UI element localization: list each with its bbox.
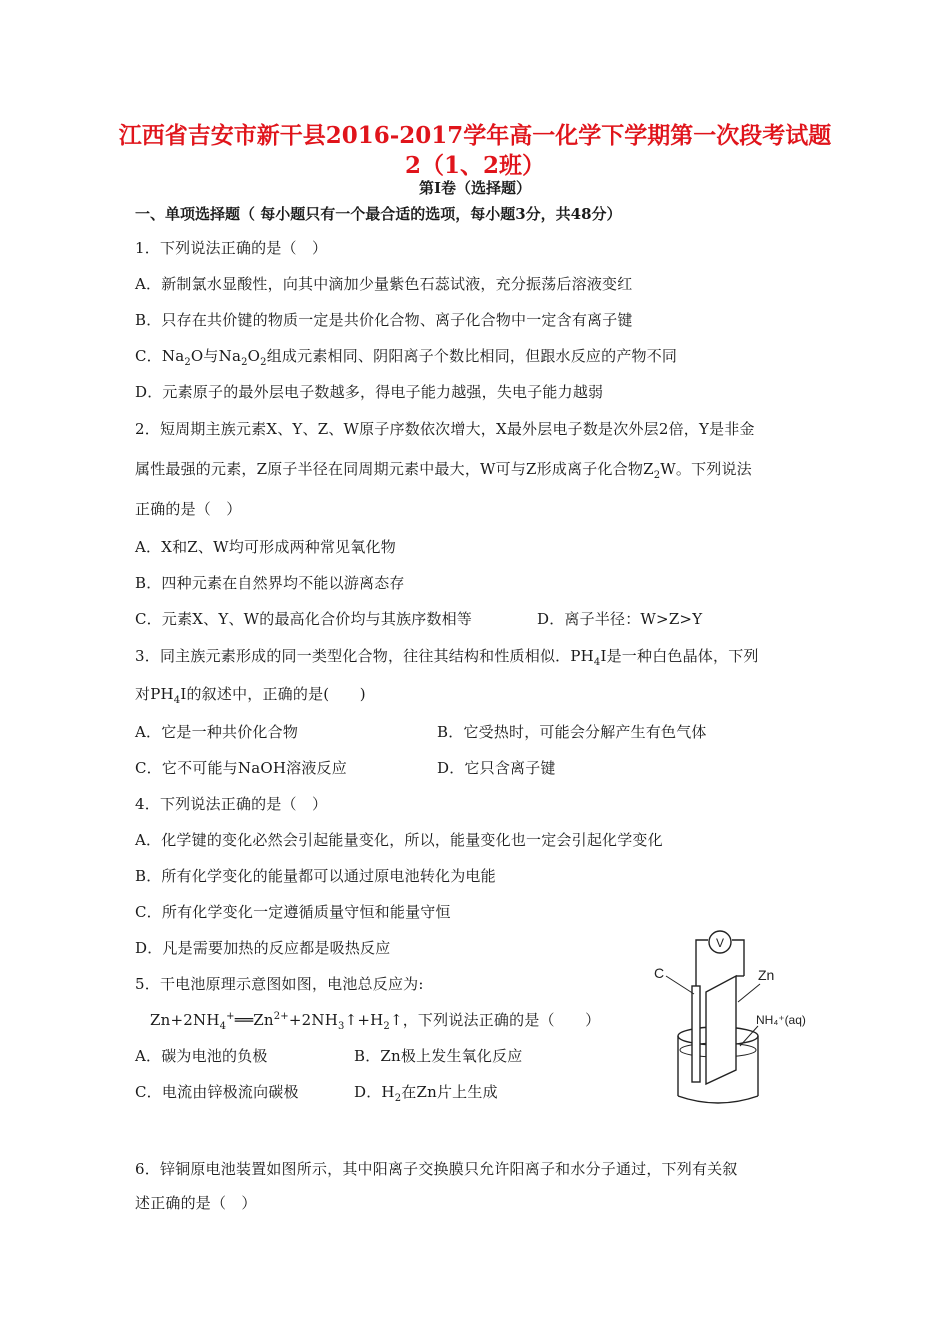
voltmeter-label: V: [715, 936, 725, 950]
q2-stem-line-1: 2．短周期主族元素X、Y、Z、W原子序数依次增大，X最外层电子数是次外层2倍，Y是非金: [135, 420, 755, 438]
q5-option-c: C．电流由锌极流向碳极: [135, 1083, 299, 1101]
q4-option-b: B．所有化学变化的能量都可以通过原电池转化为电能: [135, 867, 496, 885]
q6-stem-line-1: 6．锌铜原电池装置如图所示，其中阳离子交换膜只允许阳离子和水分子通过，下列有关叙: [135, 1160, 738, 1178]
q6-stem-line-2: 述正确的是（ ）: [135, 1194, 257, 1212]
q5-equation: $Zn+2NH_4^+══Zn^{2+}+2NH_3↑+H_2↑$，下列说法正确的是（ ）: [150, 1011, 601, 1032]
q2-option-c: C．元素X、Y、W的最高化合价均与其族序数相等: [135, 610, 473, 628]
q1-stem: 1．下列说法正确的是（ ）: [135, 239, 328, 257]
q2-stem-line-2: 属性最强的元素，Z原子半径在同周期元素中最大，W可与Z形成离子化合物$Z_2W$。下列说法: [135, 460, 752, 481]
solution-label: NH₄⁺(aq): [756, 1013, 806, 1027]
title-line-1: 江西省吉安市新干县2016-2017学年高一化学下学期第一次段考试题: [118, 122, 832, 149]
q5-option-d: D．$H_2$在Zn片上生成: [354, 1083, 498, 1104]
q3-stem-line-2: 对$PH_4I$的叙述中，正确的是( ): [135, 685, 366, 706]
q1-option-a: A．新制氯水显酸性，向其中滴加少量紫色石蕊试液，充分振荡后溶液变红: [135, 275, 633, 293]
q3-option-a: A．它是一种共价化合物: [135, 723, 299, 741]
dry-cell-diagram: [640, 928, 830, 1110]
q2-option-a: A．X和Z、W均可形成两种常见氧化物: [135, 538, 396, 556]
q1-option-c: C．$Na_2O$与$Na_2O_2$组成元素相同、阴阳离子个数比相同，但跟水反应的产物不同: [135, 347, 678, 368]
q3-option-c: C．它不可能与NaOH溶液反应: [135, 759, 347, 777]
document-title: [0, 121, 950, 181]
q4-option-d: D．凡是需要加热的反应都是吸热反应: [135, 939, 391, 957]
q2-option-d: D．离子半径：W>Z>Y: [537, 610, 703, 628]
part-title: 第Ⅰ卷（选择题）: [418, 179, 532, 197]
title-line-2: 2（1、2班）: [404, 152, 545, 179]
q4-stem: 4．下列说法正确的是（ ）: [135, 795, 328, 813]
q5-option-a: A．碳为电池的负极: [135, 1047, 268, 1065]
q2-stem-line-3: 正确的是（ ）: [135, 500, 242, 518]
q4-option-a: A．化学键的变化必然会引起能量变化，所以，能量变化也一定会引起化学变化: [135, 831, 663, 849]
q3-option-b: B．它受热时，可能会分解产生有色气体: [437, 723, 707, 741]
q1-option-b: B．只存在共价键的物质一定是共价化合物、离子化合物中一定含有离子键: [135, 311, 633, 329]
q5-option-b: B．Zn极上发生氧化反应: [354, 1047, 523, 1065]
carbon-label: C: [654, 965, 665, 981]
q1-option-d: D．元素原子的最外层电子数越多，得电子能力越强，失电子能力越弱: [135, 383, 604, 401]
q4-option-c: C．所有化学变化一定遵循质量守恒和能量守恒: [135, 903, 451, 921]
carbon-rod: [692, 986, 700, 1082]
section-title: 一、单项选择题（ 每小题只有一个最合适的选项，每小题3分，共48分）: [135, 205, 622, 223]
zinc-label: Zn: [758, 967, 775, 983]
q3-stem-line-1: 3．同主族元素形成的同一类型化合物，往往其结构和性质相似．$PH_4I$是一种白色晶体，下列: [135, 647, 759, 668]
q3-option-d: D．它只含离子键: [437, 759, 556, 777]
q2-option-b: B．四种元素在自然界均不能以游离态存: [135, 574, 405, 592]
zinc-plate: [706, 976, 736, 1084]
q5-stem: 5．干电池原理示意图如图，电池总反应为:: [135, 975, 424, 993]
